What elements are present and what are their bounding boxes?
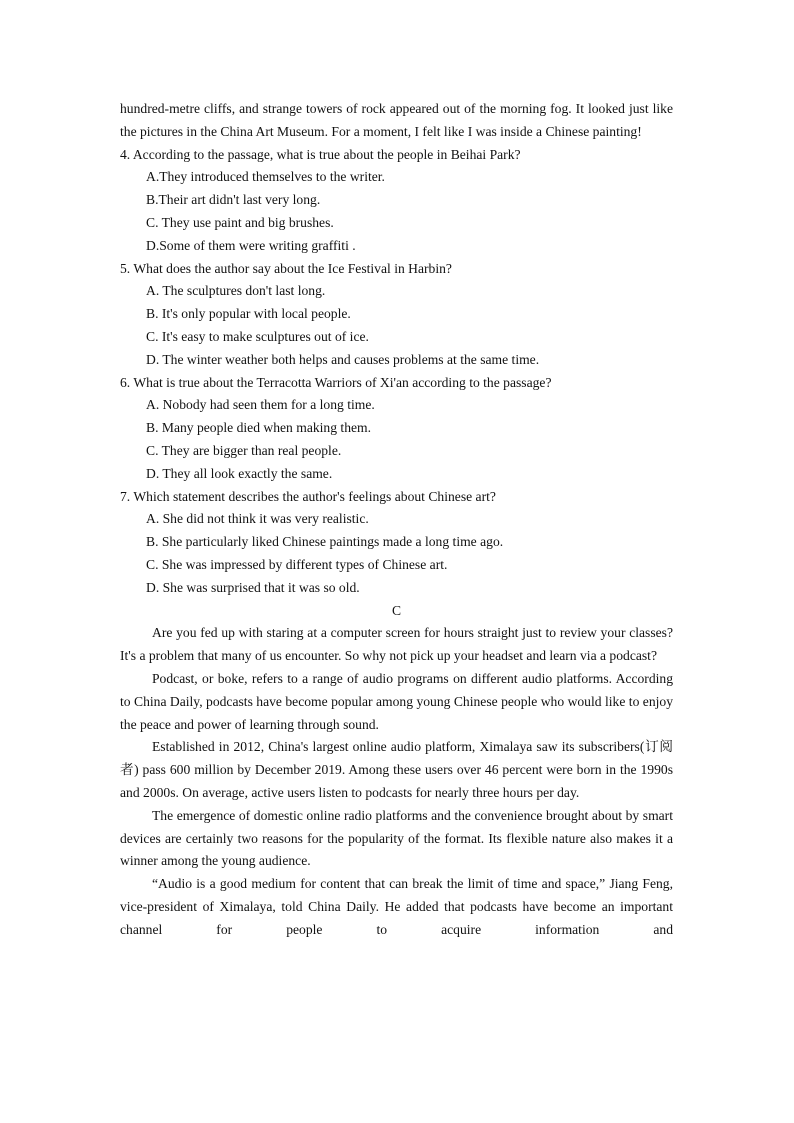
question-4 — [120, 144, 673, 258]
question-6 — [120, 372, 673, 486]
question-stem: 5. What does the author say about the Ice Festival in Harbin? — [120, 260, 452, 276]
passage-paragraph: Established in 2012, China's largest online audio platform, Ximalaya saw its subscribers(订阅者) pass 600 million by December 2019. Among these users over 46 percent were born in the 1990s and 2000s. On average, active users listen to podcasts for nearly three hours per day. — [120, 739, 673, 800]
question-stem: 7. Which statement describes the author's feelings about Chinese art? — [120, 488, 496, 504]
option-a: A. She did not think it was very realistic. — [146, 511, 369, 527]
question-7 — [120, 486, 673, 600]
intro-paragraph: hundred-metre cliffs, and strange towers of rock appeared out of the morning fog. It looked just like the pictures in the China Art Museum. For a moment, I felt like I was inside a Chinese painting! — [120, 101, 673, 139]
passage-paragraph: “Audio is a good medium for content that can break the limit of time and space,” Jiang Feng, vice-president of Ximalaya, told China Daily. He added that podcasts have become an important channel for people to acquire information and — [120, 876, 673, 937]
question-stem: 4. According to the passage, what is true about the people in Beihai Park? — [120, 146, 521, 162]
passage-paragraph: The emergence of domestic online radio platforms and the convenience brought about by smart devices are certainly two reasons for the popularity of the format. Its flexible nature also makes it a winner among the young audience. — [120, 807, 673, 869]
question-5 — [120, 258, 673, 372]
option-c: C. They are bigger than real people. — [146, 442, 342, 458]
passage-paragraph: Are you fed up with staring at a computer screen for hours straight just to review your classes? It's a problem that many of us encounter. So why not pick up your headset and learn via a podcast? — [120, 625, 673, 664]
passage-paragraph: Podcast, or boke, refers to a range of audio programs on different audio platforms. According to China Daily, podcasts have become popular among young Chinese people who would like to enjoy the peace and power of learning through sound. — [120, 670, 673, 732]
option-c: C. She was impressed by different types of Chinese art. — [146, 556, 448, 572]
option-d: D.Some of them were writing graffiti . — [146, 237, 356, 253]
option-b: B. She particularly liked Chinese paintings made a long time ago. — [146, 534, 504, 550]
option-a: A. The sculptures don't last long. — [146, 283, 326, 299]
option-d: D. They all look exactly the same. — [146, 465, 333, 481]
document-page — [120, 98, 673, 941]
option-a: A.They introduced themselves to the writer. — [146, 169, 385, 185]
option-a: A. Nobody had seen them for a long time. — [146, 397, 375, 413]
option-c: C. It's easy to make sculptures out of ice. — [146, 328, 369, 344]
section-heading: C — [391, 602, 402, 618]
question-stem: 6. What is true about the Terracotta Warriors of Xi'an according to the passage? — [120, 374, 552, 390]
option-b: B. Many people died when making them. — [146, 420, 372, 436]
option-b: B. It's only popular with local people. — [146, 306, 351, 322]
option-d: D. She was surprised that it was so old. — [146, 579, 360, 595]
option-d: D. The winter weather both helps and causes problems at the same time. — [146, 351, 540, 367]
option-c: C. They use paint and big brushes. — [146, 214, 334, 230]
option-b: B.Their art didn't last very long. — [146, 192, 321, 208]
